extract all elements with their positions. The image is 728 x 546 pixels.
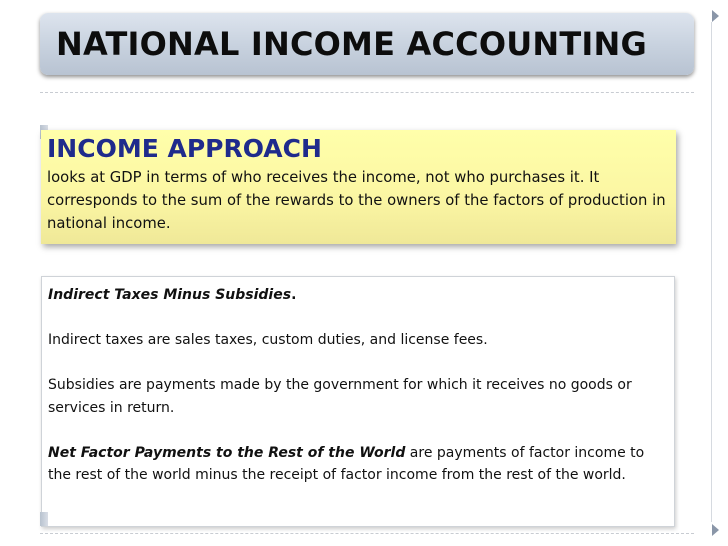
slide-title: NATIONAL INCOME ACCOUNTING [56, 25, 647, 63]
paragraph-indirect-taxes-heading [48, 284, 668, 307]
paragraph-net-factor-payments [48, 442, 668, 487]
bottom-accent-mark [40, 512, 48, 526]
paragraph-indirect-taxes: Indirect taxes are sales taxes, custom duties, and license fees. [48, 332, 488, 348]
income-approach-box [41, 130, 676, 244]
slide-scroll-track [711, 22, 712, 522]
term-punctuation: . [291, 287, 297, 303]
details-box [41, 276, 675, 527]
term-indirect-taxes: Indirect Taxes Minus Subsidies [48, 287, 292, 303]
bottom-divider [40, 533, 694, 534]
section-heading: INCOME APPROACH [47, 134, 322, 163]
title-divider [40, 92, 694, 93]
title-banner [40, 13, 694, 75]
net-factor-payments-text: are payments of factor income to the rest of the world minus the receipt of factor income from the rest of the world. [48, 444, 645, 483]
section-description: looks at GDP in terms of who receives the income, not who purchases it. It corresponds to the sum of the rewards to the owners of the factors of production in national income. [47, 169, 666, 232]
term-net-factor-payments: Net Factor Payments to the Rest of the World [48, 444, 406, 461]
scroll-up-arrow-icon[interactable] [712, 10, 719, 22]
scroll-down-arrow-icon[interactable] [712, 524, 719, 536]
paragraph-subsidies: Subsidies are payments made by the government for which it receives no goods or services in return. [48, 377, 632, 416]
